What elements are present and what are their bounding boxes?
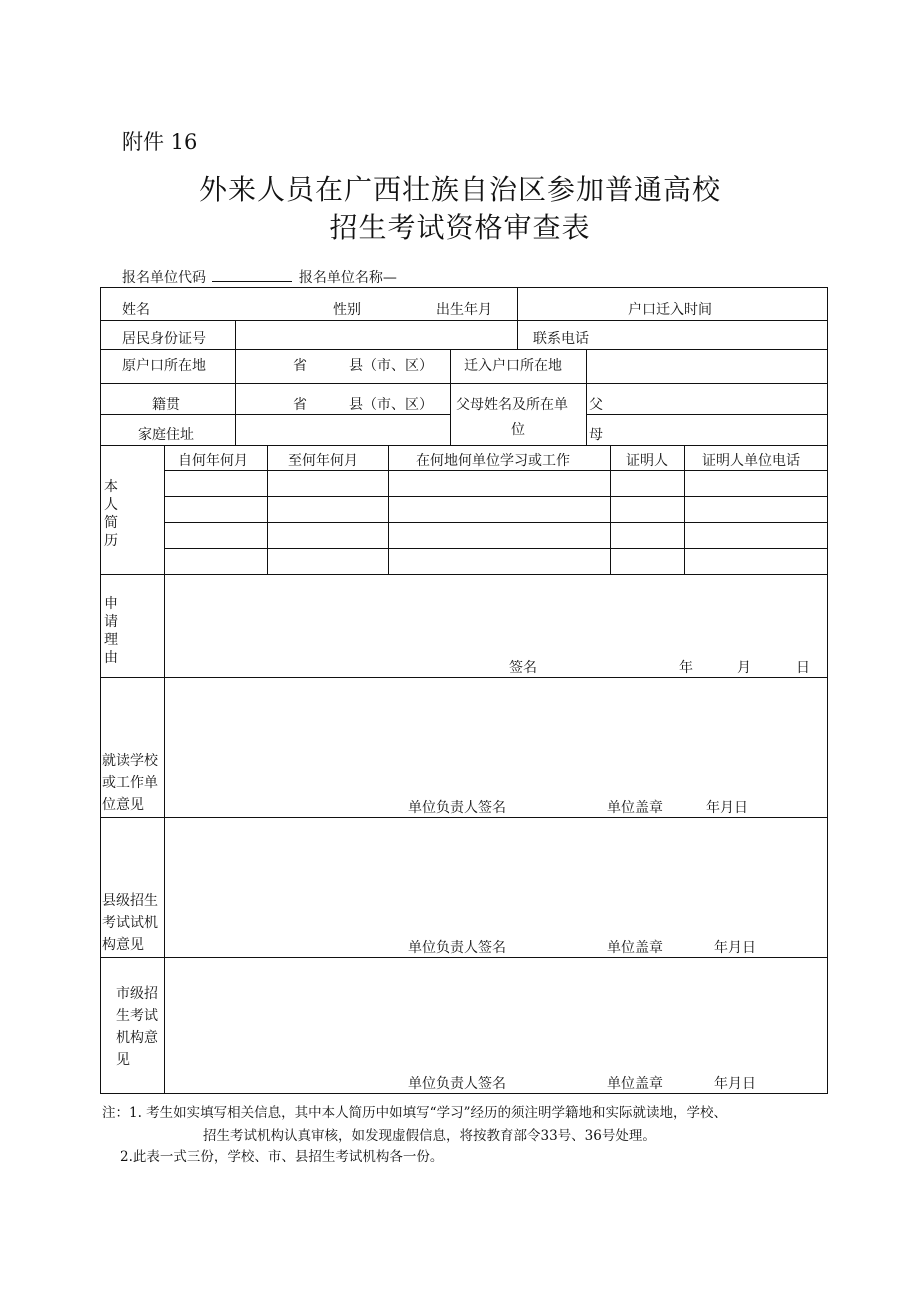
parents-label-line2: 位 (511, 422, 525, 438)
resume-section-label: 本人简历 (104, 479, 118, 549)
city-opinion-label: 市级招生考试机构意见 (116, 986, 158, 1068)
phone-label: 联系电话 (533, 331, 589, 347)
resume-header-place: 在何地何单位学习或工作 (416, 453, 570, 469)
school-opinion-label: 就读学校或工作单位意见 (102, 753, 158, 813)
unit-code-label: 报名单位代码 (122, 270, 206, 286)
city-opinion-date: 年月日 (714, 1076, 756, 1092)
county-opinion-label: 县级招生考试试机构意见 (102, 893, 158, 953)
note-line-3: 2.此表一式三份，学校、市、县招生考试机构各一份。 (120, 1149, 444, 1165)
city-opinion-sign: 单位负责人签名 (408, 1076, 506, 1092)
note-line-2: 招生考试机构认真审核，如发现虚假信息，将按教育部令33号、36号处理。 (203, 1128, 656, 1144)
city-opinion-seal: 单位盖章 (607, 1076, 663, 1092)
reason-month-label: 月 (737, 660, 751, 676)
county-label: 县（市、区） (349, 358, 433, 374)
parents-label-line1: 父母姓名及所在单 (456, 397, 568, 413)
reason-section-label: 申请理由 (104, 596, 118, 666)
resume-header-witness: 证明人 (626, 453, 668, 469)
form-title-line2: 招生考试资格审查表 (329, 211, 591, 244)
resume-header-from: 自何年何月 (178, 453, 248, 469)
new-hukou-label: 迁入户口所在地 (464, 358, 562, 374)
county-opinion-seal: 单位盖章 (607, 940, 663, 956)
school-opinion-sign: 单位负责人签名 (408, 800, 506, 816)
gender-label: 性别 (333, 302, 361, 318)
resume-header-to: 至何年何月 (288, 453, 358, 469)
father-label: 父 (589, 397, 603, 413)
reason-day-label: 日 (796, 660, 810, 676)
county-label-2: 县（市、区） (349, 397, 433, 413)
reason-year-label: 年 (679, 660, 693, 676)
unit-name-label: 报名单位名称— (298, 270, 397, 286)
form-title-line1: 外来人员在广西壮族自治区参加普通高校 (198, 173, 721, 206)
province-label-2: 省 (293, 397, 307, 413)
orig-hukou-label: 原户口所在地 (122, 358, 206, 374)
school-opinion-date: 年月日 (706, 800, 748, 816)
resume-header-witness-phone: 证明人单位电话 (702, 453, 800, 469)
native-place-label: 籍贯 (152, 397, 180, 413)
name-label: 姓名 (122, 302, 150, 318)
mother-label: 母 (589, 427, 603, 443)
province-label: 省 (293, 358, 307, 374)
school-opinion-seal: 单位盖章 (607, 800, 663, 816)
county-opinion-sign: 单位负责人签名 (408, 940, 506, 956)
note-line-1: 注：1. 考生如实填写相关信息，其中本人简历中如填写“学习”经历的须注明学籍地和实际就读地，学校、 (102, 1105, 727, 1121)
hukou-move-time-label: 户口迁入时间 (628, 302, 712, 318)
county-opinion-date: 年月日 (714, 940, 756, 956)
attachment-number: 附件 16 (122, 130, 198, 154)
id-number-label: 居民身份证号 (122, 331, 206, 347)
unit-code-blank[interactable] (212, 269, 292, 282)
birth-label: 出生年月 (436, 302, 492, 318)
unit-info-line (122, 267, 397, 287)
reason-sign-label: 签名 (509, 660, 537, 676)
home-address-label: 家庭住址 (138, 427, 194, 443)
